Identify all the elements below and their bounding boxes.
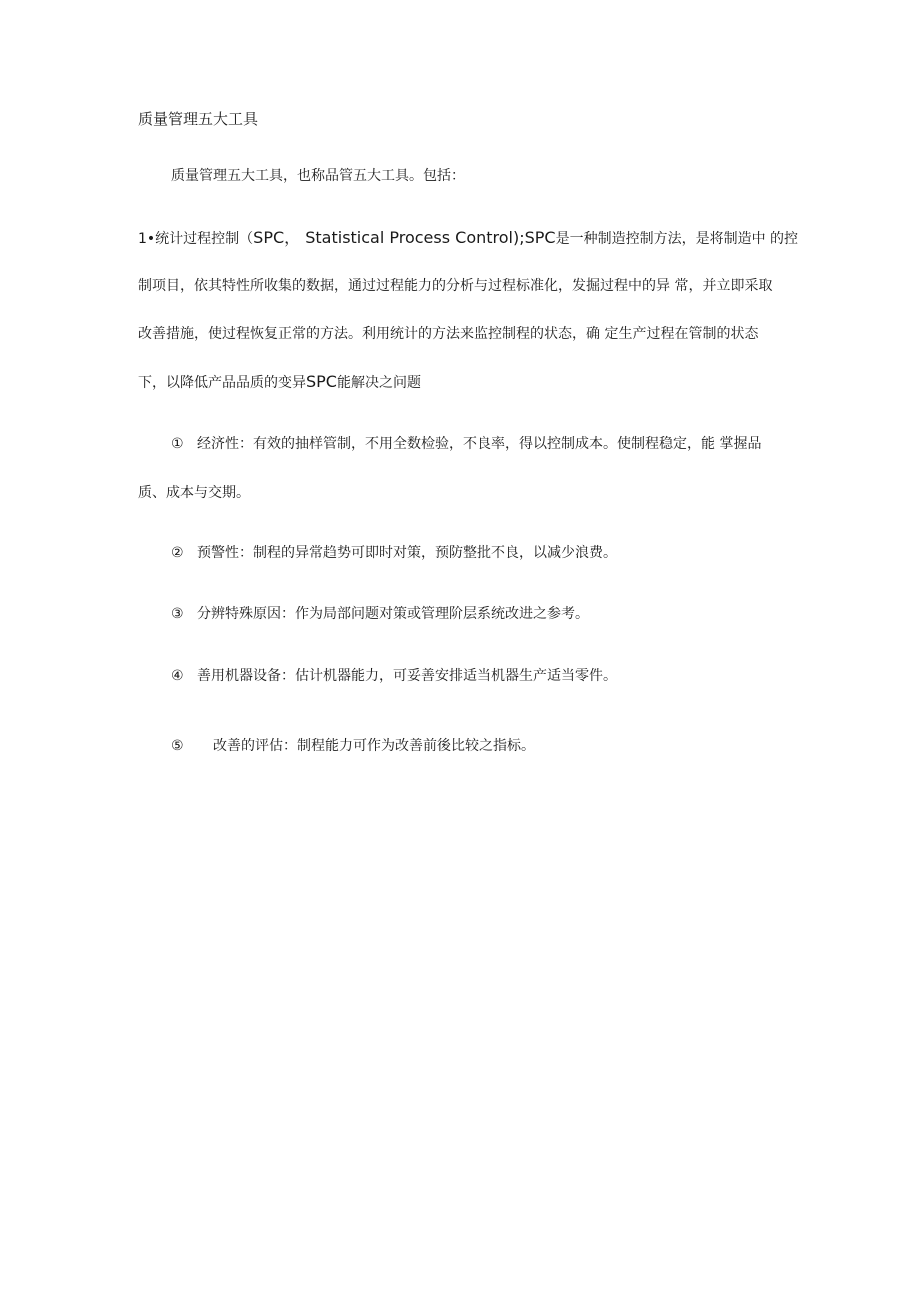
spc-line-4 <box>138 368 798 416</box>
item-number: ② <box>171 545 184 561</box>
list-item-3 <box>171 603 589 625</box>
item-text: 改善的评估：制程能力可作为改善前後比较之指标。 <box>213 738 535 754</box>
item-number: ⑤ <box>171 738 184 754</box>
list-item-2 <box>171 542 617 564</box>
item-number: ① <box>171 436 184 452</box>
spc-paragraph <box>138 224 798 416</box>
list-item-5 <box>171 735 535 757</box>
spc-line-2: 制项目，依其特性所收集的数据，通过过程能力的分析与过程标准化，发掘过程中的异 常，并立即采取 <box>138 278 773 294</box>
item-text: 预警性：制程的异常趋势可即时对策，预防整批不良，以减少浪费。 <box>197 545 617 561</box>
spc-line-1-suffix: 是一种制造控制方法，是将制造中 的控 <box>555 231 799 247</box>
spc-line-4-prefix: 下，以降低产品品质的变异 <box>138 375 306 391</box>
item-number: ③ <box>171 606 184 622</box>
spc-line-1-prefix: 1•统计过程控制（ <box>138 231 254 247</box>
spc-line-1-latin: SPC， Statistical Process Control);SPC <box>253 228 556 247</box>
spc-line-4-suffix: 能解决之问题 <box>336 375 421 391</box>
spc-line-4-latin: SPC <box>306 372 337 391</box>
item-text: 分辨特殊原因：作为局部问题对策或管理阶层系统改进之参考。 <box>197 606 589 622</box>
document-title: 质量管理五大工具 <box>138 110 259 128</box>
item-number: ④ <box>171 668 184 684</box>
intro-paragraph: 质量管理五大工具，也称品管五大工具。包括： <box>171 168 465 184</box>
spc-line-1 <box>138 224 798 272</box>
list-item-1 <box>171 433 761 455</box>
list-item-4 <box>171 665 617 687</box>
spc-line-3: 改善措施，使过程恢复正常的方法。利用统计的方法来监控制程的状态，确 定生产过程在管制的状态 <box>138 326 759 342</box>
item-text: 经济性：有效的抽样管制，不用全数检验，不良率，得以控制成本。使制程稳定，能 掌握品 <box>197 436 762 452</box>
list-item-1-continuation: 质、成本与交期。 <box>138 485 250 501</box>
item-text: 善用机器设备：估计机器能力，可妥善安排适当机器生产适当零件。 <box>197 668 617 684</box>
